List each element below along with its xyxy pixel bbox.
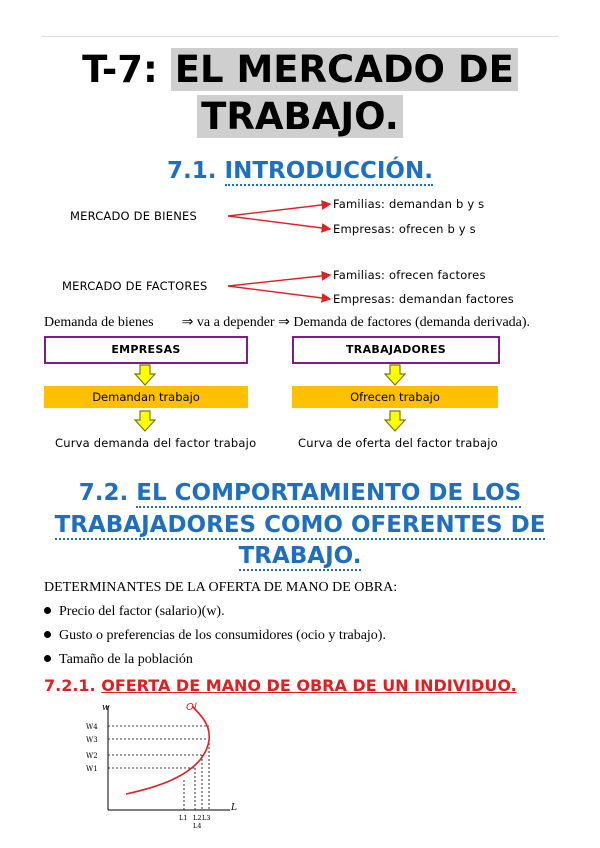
trabajadores-box: TRABAJADORES — [292, 336, 500, 364]
title-prefix: T-7: — [82, 48, 158, 91]
determinantes-heading: DETERMINANTES DE LA OFERTA DE MANO DE OBRA: — [44, 580, 398, 595]
down-arrow-icon — [384, 364, 406, 386]
y-tick-label: W2 — [86, 752, 98, 760]
empresas-box: EMPRESAS — [44, 336, 248, 364]
down-arrow-icon — [134, 364, 156, 386]
section-7-2-line2 — [0, 512, 600, 538]
section-number: 7.2. — [78, 480, 129, 506]
down-arrow-icon — [134, 410, 156, 432]
bienes-familias: Familias: demandan b y s — [333, 197, 485, 211]
section-title: INTRODUCCIÓN. — [224, 158, 433, 184]
bullet-icon — [44, 631, 51, 638]
list-item-text: Gusto o preferencias de los consumidores (ocio y trabajo). — [59, 628, 386, 643]
factores-empresas: Empresas: demandan factores — [333, 292, 514, 306]
y-axis-label: w — [102, 703, 110, 713]
ofrecen-trabajo-bar: Ofrecen trabajo — [292, 386, 498, 408]
demanda-part3: Demanda de factores (demanda derivada). — [293, 315, 531, 330]
list-item-text: Precio del factor (salario)(w). — [59, 604, 225, 619]
factores-familias: Familias: ofrecen factores — [333, 268, 486, 282]
list-item — [44, 628, 386, 644]
y-tick-label: W3 — [86, 736, 98, 744]
y-tick-label: W1 — [86, 765, 98, 773]
curva-demanda-text: Curva demanda del factor trabajo — [55, 436, 257, 450]
bienes-empresas: Empresas: ofrecen b y s — [333, 222, 476, 236]
mercado-bienes-label: MERCADO DE BIENES — [70, 209, 197, 223]
demanda-derivada-line — [44, 314, 530, 331]
curve-label: Ol — [186, 702, 197, 713]
y-tick-label: W4 — [86, 723, 98, 731]
implies-arrow-2: ⇒ — [278, 315, 290, 330]
title-highlight-1: EL MERCADO DE — [171, 48, 518, 91]
labor-supply-graph — [78, 698, 258, 838]
title-highlight-2: TRABAJO. — [197, 95, 403, 138]
list-item — [44, 652, 193, 668]
bullet-icon — [44, 655, 51, 662]
x-tick-label: L3 — [202, 814, 211, 822]
x-tick-label: L1 — [179, 814, 188, 822]
section-title-1: EL COMPORTAMIENTO DE LOS — [136, 480, 522, 506]
section-7-2-line3 — [0, 543, 600, 569]
section-7-2-line1 — [0, 480, 600, 506]
down-arrow-icon — [384, 410, 406, 432]
x-tick-label: L4 — [193, 822, 202, 830]
list-item-text: Tamaño de la población — [59, 652, 193, 667]
demanda-part2: va a depender — [196, 315, 275, 330]
mercado-factores-label: MERCADO DE FACTORES — [62, 279, 208, 293]
section-number: 7.2.1. — [44, 676, 96, 695]
implies-arrow-1: ⇒ — [181, 315, 194, 330]
supply-curve — [126, 706, 209, 794]
demandan-trabajo-bar: Demandan trabajo — [44, 386, 248, 408]
demanda-part1: Demanda de bienes — [44, 315, 154, 330]
list-item — [44, 604, 225, 620]
section-number: 7.1. — [167, 158, 217, 184]
curva-oferta-text: Curva de oferta del factor trabajo — [298, 436, 498, 450]
x-axis-label: L — [231, 803, 237, 813]
section-7-2-1-heading — [44, 676, 517, 695]
section-title-2: TRABAJADORES COMO OFERENTES DE — [54, 512, 546, 538]
section-title: OFERTA DE MANO DE OBRA DE UN INDIVIDUO. — [101, 676, 517, 695]
bullet-icon — [44, 607, 51, 614]
x-tick-label: L2 — [193, 814, 202, 822]
section-title-3: TRABAJO. — [238, 543, 362, 569]
